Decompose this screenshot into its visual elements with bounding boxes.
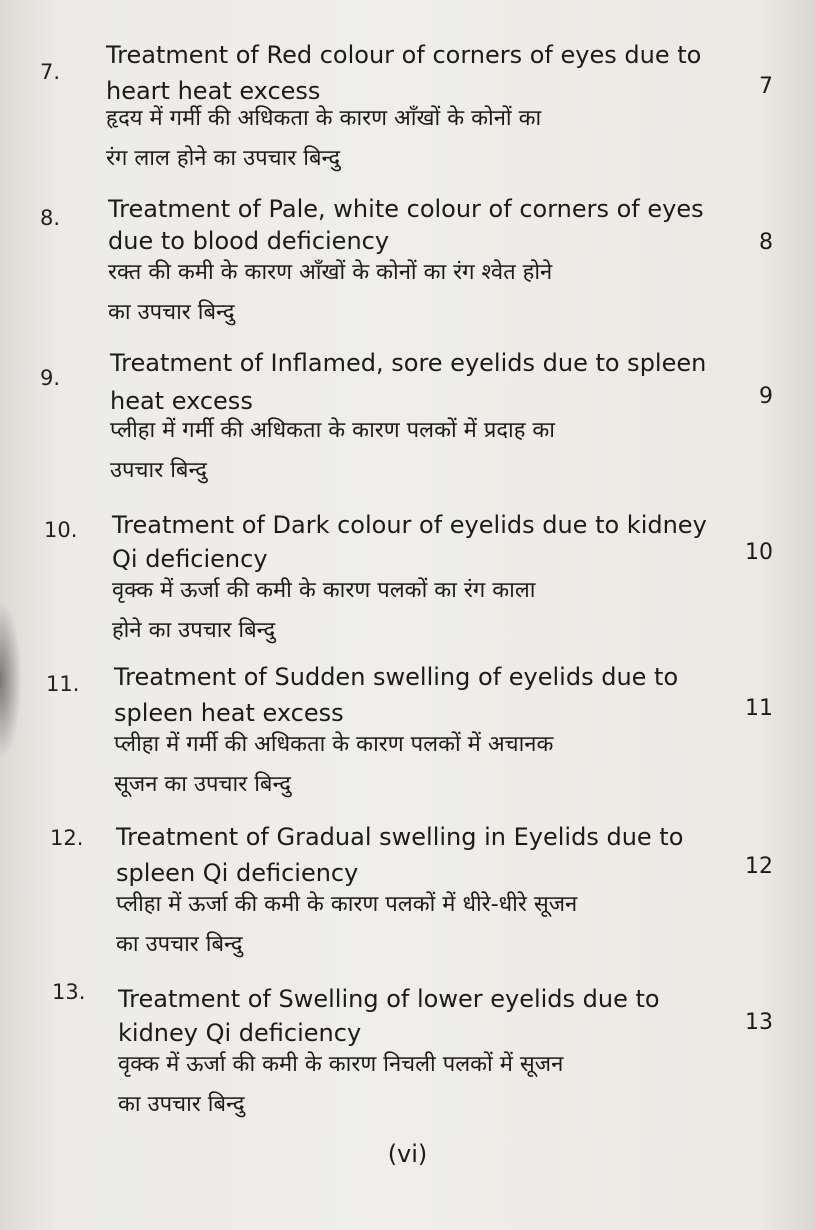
entry-title-en-line1: Treatment of Red colour of corners of eyes due to — [106, 41, 702, 69]
entry-title-hi-line2: रंग लाल होने का उपचार बिन्दु — [106, 146, 341, 171]
entry-page-number: 13 — [745, 1010, 773, 1035]
entry-number: 7. — [40, 60, 61, 84]
entry-title-en-line2: due to blood deficiency — [108, 227, 390, 255]
entry-title-hi-line2: सूजन का उपचार बिन्दु — [114, 772, 291, 797]
entry-page-number: 12 — [745, 854, 773, 879]
entry-title-en-line1: Treatment of Gradual swelling in Eyelids due to — [116, 823, 684, 851]
entry-title-en-line2: spleen heat excess — [114, 699, 344, 727]
entry-title-hi-line2: उपचार बिन्दु — [110, 458, 207, 483]
entry-title-hi-line1: हृदय में गर्मी की अधिकता के कारण आँखों के कोनों का — [106, 106, 542, 131]
entry-title-hi-line2: का उपचार बिन्दु — [108, 300, 235, 325]
entry-number: 13. — [52, 980, 86, 1004]
entry-title-en-line1: Treatment of Pale, white colour of corners of eyes — [108, 195, 704, 223]
page-folio: (vi) — [387, 1140, 428, 1168]
entry-title-hi-line2: का उपचार बिन्दु — [116, 932, 243, 957]
entry-page-number: 8 — [759, 230, 773, 255]
entry-title-en-line2: Qi deficiency — [112, 545, 268, 573]
entry-page-number: 7 — [759, 74, 773, 99]
entry-title-hi-line2: होने का उपचार बिन्दु — [112, 618, 276, 643]
entry-page-number: 11 — [745, 696, 773, 721]
entry-number: 10. — [44, 518, 78, 542]
entry-title-hi-line1: वृक्क में ऊर्जा की कमी के कारण निचली पलकों में सूजन — [118, 1052, 564, 1077]
entry-number: 12. — [50, 826, 84, 850]
entry-title-hi-line1: रक्त की कमी के कारण आँखों के कोनों का रंग श्वेत होने — [108, 260, 553, 285]
entry-title-hi-line1: प्लीहा में गर्मी की अधिकता के कारण पलकों में अचानक — [114, 732, 554, 757]
entry-title-hi-line2: का उपचार बिन्दु — [118, 1092, 245, 1117]
entry-title-en-line2: heat excess — [110, 387, 253, 415]
entry-number: 9. — [40, 366, 61, 390]
entry-title-en-line2: kidney Qi deficiency — [118, 1019, 362, 1047]
entry-title-en-line2: spleen Qi deficiency — [116, 859, 359, 887]
binding-shadow — [0, 600, 22, 760]
entry-page-number: 9 — [759, 384, 773, 409]
entry-title-hi-line1: प्लीहा में ऊर्जा की कमी के कारण पलकों में धीरे-धीरे सूजन — [116, 892, 578, 917]
entry-title-en-line1: Treatment of Swelling of lower eyelids due to — [118, 985, 660, 1013]
entry-title-en-line1: Treatment of Sudden swelling of eyelids due to — [114, 663, 679, 691]
entry-number: 8. — [40, 206, 61, 230]
entry-page-number: 10 — [745, 540, 773, 565]
entry-title-en-line1: Treatment of Dark colour of eyelids due to kidney — [112, 511, 707, 539]
entry-title-hi-line1: प्लीहा में गर्मी की अधिकता के कारण पलकों में प्रदाह का — [110, 418, 555, 443]
entry-number: 11. — [46, 672, 80, 696]
entry-title-en-line2: heart heat excess — [106, 77, 321, 105]
entry-title-en-line1: Treatment of Inflamed, sore eyelids due to spleen — [110, 349, 707, 377]
entry-title-hi-line1: वृक्क में ऊर्जा की कमी के कारण पलकों का रंग काला — [112, 578, 536, 603]
